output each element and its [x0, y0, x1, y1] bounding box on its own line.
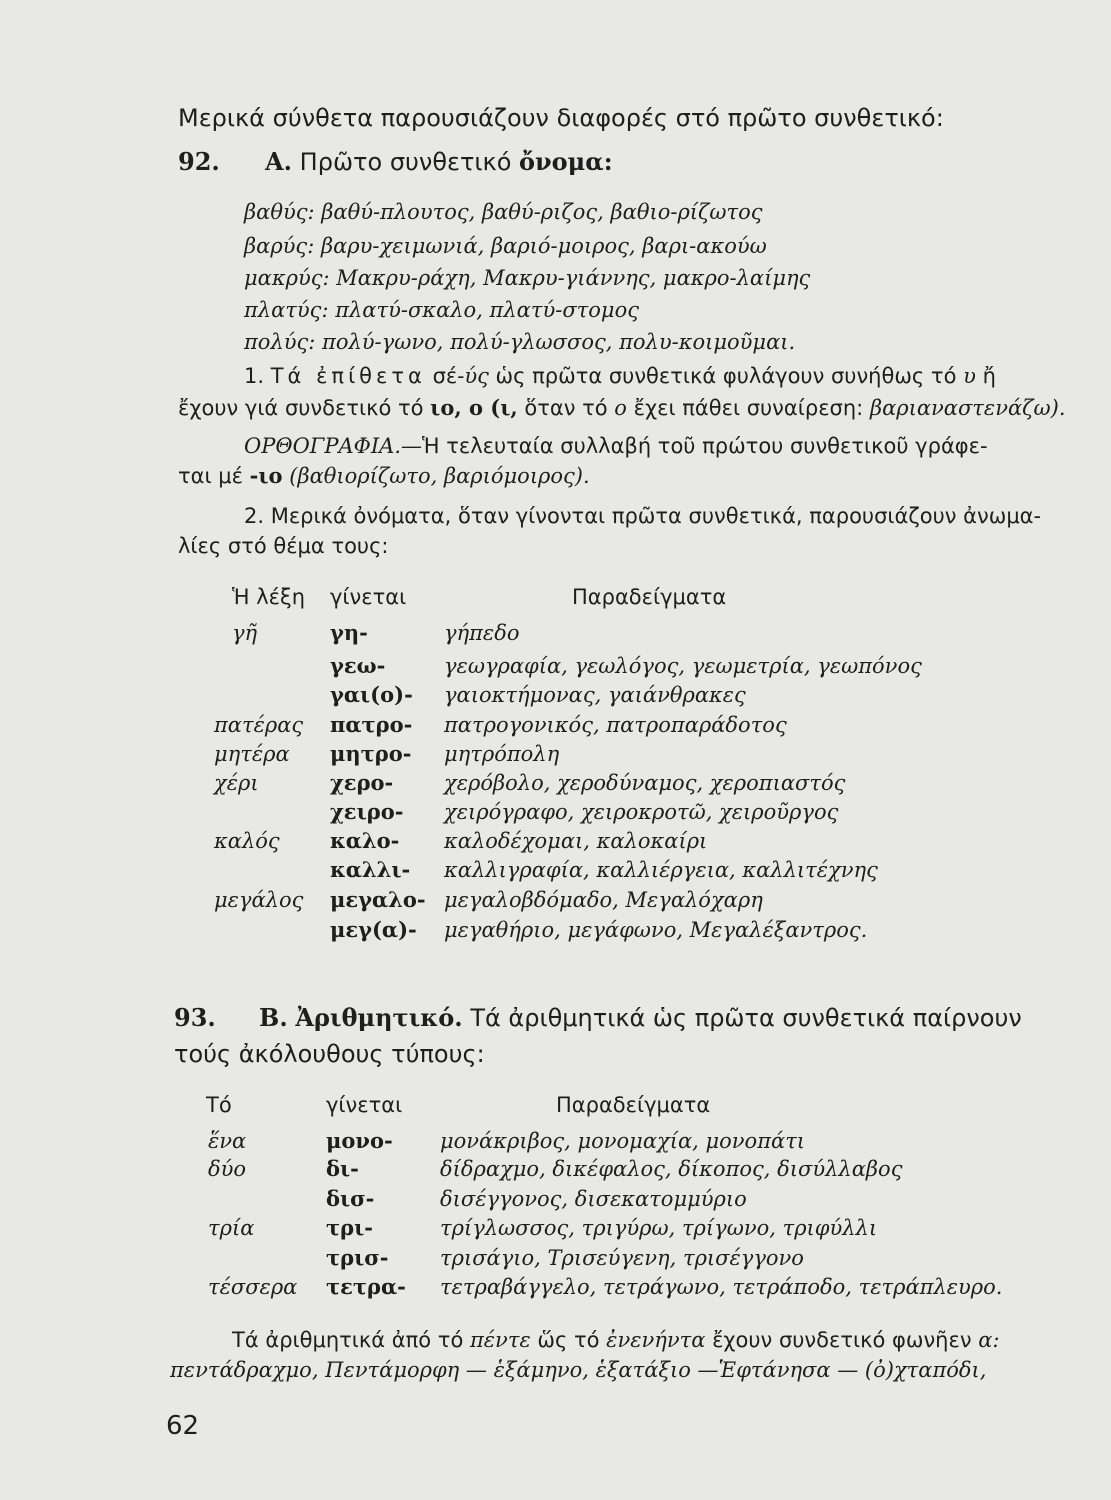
table-row-becomes: μεγ(α)-	[330, 917, 417, 942]
table-row-word: χέρι	[214, 771, 259, 795]
ortho-text: Ἡ τελευταία συλλαβή τοῦ πρώτου συνθετικοῦ γράφε-	[422, 434, 988, 458]
section-92-number: 92.	[178, 147, 220, 176]
note-1-suffix: -ύς	[457, 364, 489, 388]
example-line: βαρύς: βαρυ-χειμωνιά, βαριό-μοιρος, βαρι-ακούω	[244, 234, 767, 258]
note-1-line-2-example: βαριαναστενάζω).	[869, 396, 1066, 420]
note-1-text-b: ὡς πρῶτα συνθετικά φυλάγουν συνήθως τό	[495, 364, 957, 388]
table-93-header-becomes: γίνεται	[326, 1093, 403, 1117]
table-row-word: γῆ	[232, 621, 258, 645]
table-92-header-becomes: γίνεται	[330, 585, 407, 609]
example-line: βαθύς: βαθύ-πλουτος, βαθύ-ριζος, βαθιο-ρίζωτος	[244, 200, 763, 224]
section-92-heading-text: Πρῶτο συνθετικό	[299, 148, 512, 176]
ortho-line-2	[178, 462, 590, 490]
table-row-becomes: γαι(ο)-	[330, 682, 413, 707]
table-93-header-word: Τό	[206, 1093, 232, 1117]
ortho-line-2-bold: -ιο	[249, 463, 283, 488]
table-row-becomes: μητρο-	[330, 741, 412, 766]
table-row-becomes: τρι-	[326, 1215, 373, 1240]
section-93-heading-text: Τά ἀριθμητικά ὡς πρῶτα συνθετικά παίρνουν	[470, 1004, 1022, 1032]
note-1-line-2-bold: ιο, ο (ι,	[430, 395, 518, 420]
note-2-line-2: λίες στό θέμα τους:	[178, 534, 389, 558]
table-row-examples: τρίγλωσσος, τριγύρω, τρίγωνο, τριφύλλι	[440, 1216, 878, 1240]
table-row-becomes: γεω-	[330, 653, 386, 678]
table-row-becomes: καλλι-	[330, 857, 411, 882]
table-row-examples: τρισάγιο, Τρισεύγενη, τρισέγγονο	[440, 1246, 804, 1270]
closing-b: ὥς τό	[537, 1328, 600, 1352]
closing-it-3: α:	[978, 1328, 1000, 1352]
table-row-examples: χερόβολο, χεροδύναμος, χεροπιαστός	[444, 771, 846, 795]
table-row-examples: χειρόγραφο, χειροκροτῶ, χειροῦργος	[444, 800, 839, 824]
section-93-heading	[174, 1004, 1022, 1032]
table-row-examples: δισέγγονος, δισεκατομμύριο	[440, 1187, 747, 1211]
table-row-word: μεγάλος	[214, 888, 304, 912]
note-1-line-2-b: ὅταν τό	[524, 396, 608, 420]
intro-line: Μερικά σύνθετα παρουσιάζουν διαφορές στό πρῶτο συνθετικό:	[178, 104, 944, 132]
table-row-examples: μεγαθήριο, μεγάφωνο, Μεγαλέξαντρος.	[444, 918, 868, 942]
table-row-word: τρία	[208, 1216, 255, 1240]
table-92-header-word: Ἡ λέξη	[232, 585, 306, 609]
table-row-word: ἕνα	[208, 1129, 247, 1153]
note-1-text-c: ἤ	[982, 364, 996, 388]
table-row-becomes: δι-	[326, 1156, 359, 1181]
table-row-word: τέσσερα	[208, 1275, 298, 1299]
table-92-header-examples: Παραδείγματα	[572, 585, 727, 609]
table-row-becomes: δισ-	[326, 1186, 375, 1211]
table-row-word: πατέρας	[214, 713, 304, 737]
ortho-line-2-it: (βαθιορίζωτο, βαριόμοιρος).	[289, 464, 590, 488]
section-93-number: 93.	[174, 1003, 216, 1032]
table-row-examples: μητρόπολη	[444, 742, 560, 766]
table-row-becomes: καλο-	[330, 828, 400, 853]
table-row-becomes: γη-	[330, 620, 368, 645]
table-row-becomes: πατρο-	[330, 712, 413, 737]
note-1-letter: υ	[963, 364, 976, 388]
table-row-examples: γαιοκτήμονας, γαιάνθρακες	[444, 683, 746, 707]
closing-it-1: πέντε	[469, 1328, 531, 1352]
closing-line-1	[232, 1326, 1000, 1354]
table-row-becomes: τετρα-	[326, 1274, 406, 1299]
table-row-becomes: χειρο-	[330, 799, 404, 824]
table-row-examples: γήπεδο	[444, 621, 520, 645]
note-1-line-1	[244, 362, 996, 390]
section-92-heading	[178, 148, 613, 176]
table-row-examples: καλοδέχομαι, καλοκαίρι	[444, 829, 708, 853]
closing-c: ἔχουν συνδετικό φωνῆεν	[712, 1328, 972, 1352]
note-1-spaced: Τά ἐπίθετα	[270, 364, 426, 388]
table-row-examples: μεγαλοβδόμαδο, Μεγαλόχαρη	[444, 888, 763, 912]
closing-a: Τά ἀριθμητικά ἀπό τό	[232, 1328, 464, 1352]
table-93-header-examples: Παραδείγματα	[556, 1093, 711, 1117]
section-92-heading-bold: ὄνομα:	[519, 147, 613, 176]
table-row-word: δύο	[208, 1157, 247, 1181]
table-row-examples: τετραβάγγελο, τετράγωνο, τετράποδο, τετράπλευρο.	[440, 1275, 1003, 1299]
section-93-heading-bold: Ἀριθμητικό.	[295, 1003, 463, 1032]
note-1-number: 1.	[244, 364, 265, 388]
table-row-examples: καλλιγραφία, καλλιέργεια, καλλιτέχνης	[444, 858, 878, 882]
note-1-text-a: σέ	[432, 364, 458, 388]
example-line: μακρύς: Μακρυ-ράχη, Μακρυ-γιάννης, μακρο-λαίμης	[244, 266, 811, 290]
table-row-becomes: χερο-	[330, 770, 394, 795]
note-2-line-1: 2. Μερικά ὀνόματα, ὅταν γίνονται πρῶτα συνθετικά, παρουσιάζουν ἀνωμα-	[244, 504, 1042, 528]
page-number: 62	[166, 1411, 200, 1441]
closing-it-2: ἐνενήντα	[606, 1328, 706, 1352]
note-1-line-2-it: ο	[614, 396, 627, 420]
example-line: πλατύς: πλατύ-σκαλο, πλατύ-στομος	[244, 298, 639, 322]
table-row-word: μητέρα	[214, 742, 290, 766]
ortho-line-1	[244, 432, 988, 460]
ortho-label: ΟΡΘΟΓΡΑΦΙΑ.—	[244, 434, 422, 458]
table-row-becomes: τρισ-	[326, 1245, 389, 1270]
example-line: πολύς: πολύ-γωνο, πολύ-γλωσσος, πολυ-κοιμοῦμαι.	[244, 330, 796, 354]
note-1-line-2-a: ἔχουν γιά συνδετικό τό	[178, 396, 424, 420]
note-1-line-2-c: ἔχει πάθει συναίρεση:	[633, 396, 864, 420]
table-row-examples: δίδραχμο, δικέφαλος, δίκοπος, δισύλλαβος	[440, 1157, 903, 1181]
table-row-word: καλός	[214, 829, 280, 853]
table-row-examples: γεωγραφία, γεωλόγος, γεωμετρία, γεωπόνος	[444, 654, 922, 678]
section-93-prefix: Β.	[259, 1003, 288, 1032]
table-row-examples: μονάκριβος, μονομαχία, μονοπάτι	[440, 1129, 806, 1153]
table-row-examples: πατρογονικός, πατροπαράδοτος	[444, 713, 787, 737]
section-93-heading-line-2: τούς ἀκόλουθους τύπους:	[174, 1040, 485, 1068]
note-1-line-2	[178, 394, 1066, 422]
closing-line-2: πεντάδραχμο, Πεντάμορφη — ἑξάμηνο, ἑξατάξιο —Ἑφτάνησα — (ὀ)χταπόδι,	[170, 1358, 987, 1382]
table-row-becomes: μεγαλο-	[330, 887, 426, 912]
section-92-prefix: Α.	[265, 147, 293, 176]
table-row-becomes: μονο-	[326, 1128, 393, 1153]
ortho-line-2-a: ται μέ	[178, 464, 243, 488]
